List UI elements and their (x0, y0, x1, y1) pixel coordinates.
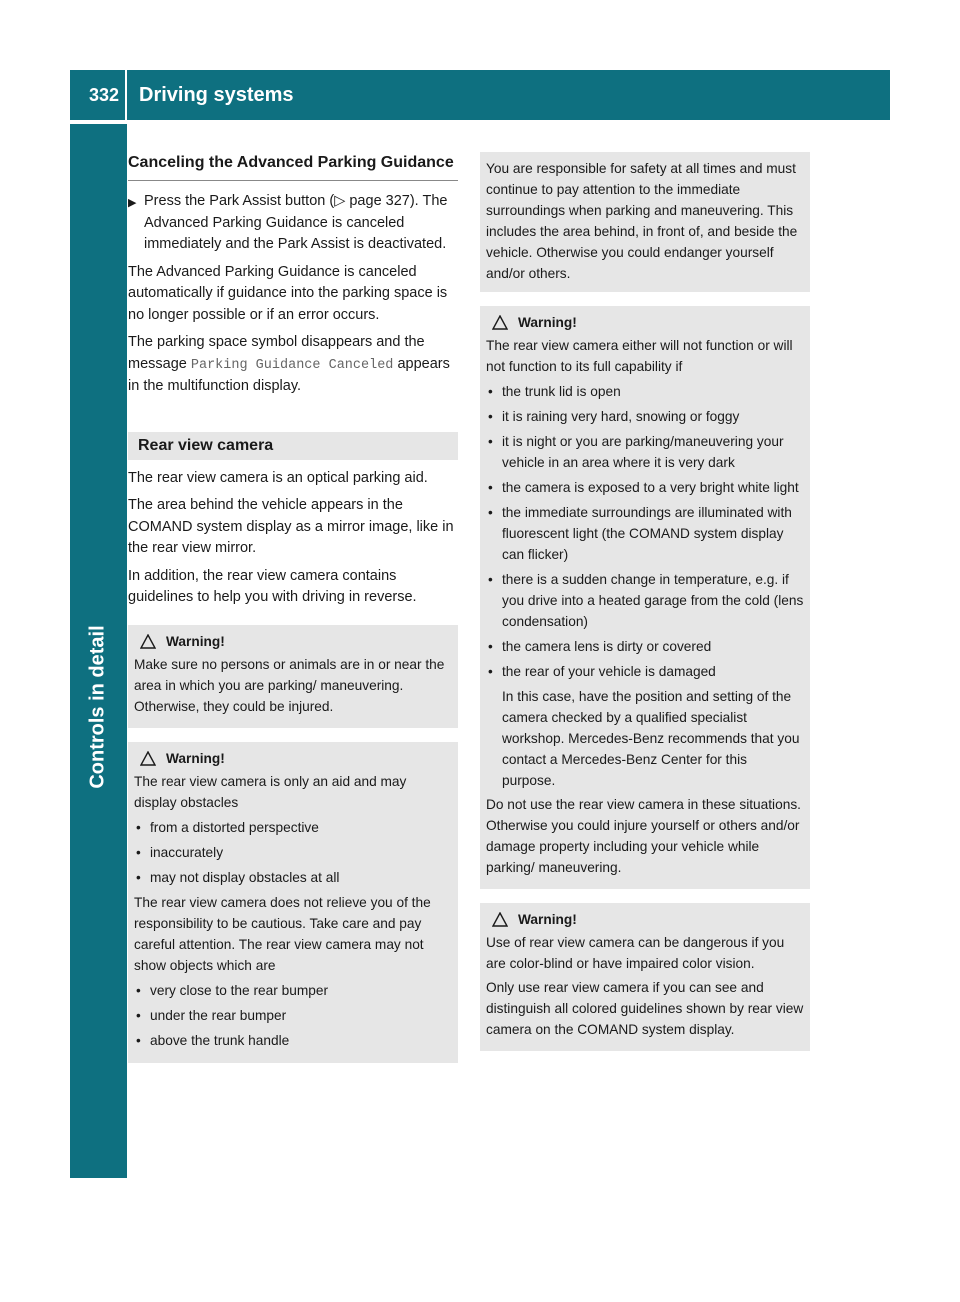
instruction-step (128, 191, 458, 256)
warning-text: The rear view camera is only an aid and may display obstacles (134, 773, 407, 810)
warning-box (480, 306, 810, 889)
camera-heading: Rear view camera (128, 432, 458, 460)
list-item: • the immediate surroundings are illuminated with fluorescent light (the COMAND system display can flicker) (488, 505, 792, 562)
list-item: • it is night or you are parking/maneuvering your vehicle in an area where it is very dark (488, 434, 784, 470)
list-item: • the camera lens is dirty or covered (488, 639, 712, 654)
instruction-text: Press the Park Assist button (▷ page 327). The Advanced Parking Guidance is canceled immediately and the Park Assist is deactivated. (144, 193, 448, 252)
section-title: Driving systems (139, 83, 294, 106)
warning-box (480, 903, 810, 1051)
paragraph: The rear view camera is an optical parking aid. (128, 469, 428, 486)
list-item: • above the trunk handle (136, 1032, 290, 1048)
warning-subtext: In this case, have the position and setting of the camera checked by a qualified specialist workshop. Mercedes-Benz recommends that you contact a Mercedes-Benz Center for this purpose. (502, 689, 800, 788)
safety-note-box (480, 152, 810, 292)
list-item: • it is raining very hard, snowing or foggy (488, 409, 740, 424)
display-message: Parking Guidance Canceled (190, 357, 394, 373)
list-item: • from a distorted perspective (136, 819, 319, 835)
warning-text: Make sure no persons or animals are in or near the area in which you are parking/ maneuvering. Otherwise, they could be injured. (134, 656, 445, 714)
warning-text: Only use rear view camera if you can see and distinguish all colored guidelines shown by rear view camera on the COMAND system display. (486, 980, 804, 1037)
warning-text: Do not use the rear view camera in these situations. Otherwise you could injure yourself or others and/or damage property including your vehicle while parking/ maneuvering. (486, 797, 801, 875)
warning-text: The rear view camera does not relieve you of the responsibility to be cautious. Take care and pay careful attention. The rear view camera may not show objects which are (134, 894, 431, 973)
warning-triangle-icon (140, 634, 156, 649)
paragraph-message: The parking space symbol disappears and the message Parking Guidance Canceled appears in the multifunction display. (128, 334, 450, 394)
page-header (70, 70, 890, 120)
paragraph: The area behind the vehicle appears in the COMAND system display as a mirror image, like in the rear view mirror. (128, 497, 454, 556)
list-item: • very close to the rear bumper (136, 982, 329, 998)
warning-triangle-icon (492, 315, 508, 330)
list-item: • inaccurately (136, 844, 224, 860)
warning-title: Warning! (166, 750, 225, 766)
list-item: • may not display obstacles at all (136, 869, 340, 885)
list-item: • the rear of your vehicle is damaged (488, 664, 716, 679)
warning-title: Warning! (518, 315, 577, 330)
warning-text: Use of rear view camera can be dangerous if you are color-blind or have impaired color vision. (486, 935, 785, 971)
step-arrow-icon: ▶ (128, 197, 137, 209)
right-column (480, 152, 810, 1065)
chapter-label: Controls in detail (86, 625, 109, 789)
page-number: 332 (70, 70, 127, 120)
left-column (128, 152, 458, 1077)
safety-note-text: You are responsible for safety at all times and must continue to pay attention to the immediate surroundings when parking and maneuvering. This includes the area behind, in front of, and beside the vehicle. Otherwise you could endanger yourself and/or others. (486, 161, 798, 281)
warning-title: Warning! (518, 912, 577, 927)
warning-title: Warning! (166, 633, 225, 649)
warning-text: The rear view camera either will not function or will not function to its full capability if (486, 338, 793, 374)
paragraph: The Advanced Parking Guidance is canceled automatically if guidance into the parking space is no longer possible or if an error occurs. (128, 263, 448, 323)
warning-triangle-icon (492, 912, 508, 927)
list-item: • the camera is exposed to a very bright white light (488, 480, 799, 495)
paragraph: In addition, the rear view camera contains guidelines to help you with driving in reverse. (128, 567, 417, 605)
cancel-heading: Canceling the Advanced Parking Guidance (128, 152, 458, 181)
chapter-side-tab (70, 124, 127, 1178)
list-item: • under the rear bumper (136, 1007, 287, 1023)
warning-box (128, 742, 458, 1063)
list-item: • there is a sudden change in temperature, e.g. if you drive into a heated garage from the cold (lens condensation) (488, 572, 804, 629)
list-item: • the trunk lid is open (488, 384, 621, 399)
warning-box (128, 625, 458, 728)
warning-triangle-icon (140, 751, 156, 766)
